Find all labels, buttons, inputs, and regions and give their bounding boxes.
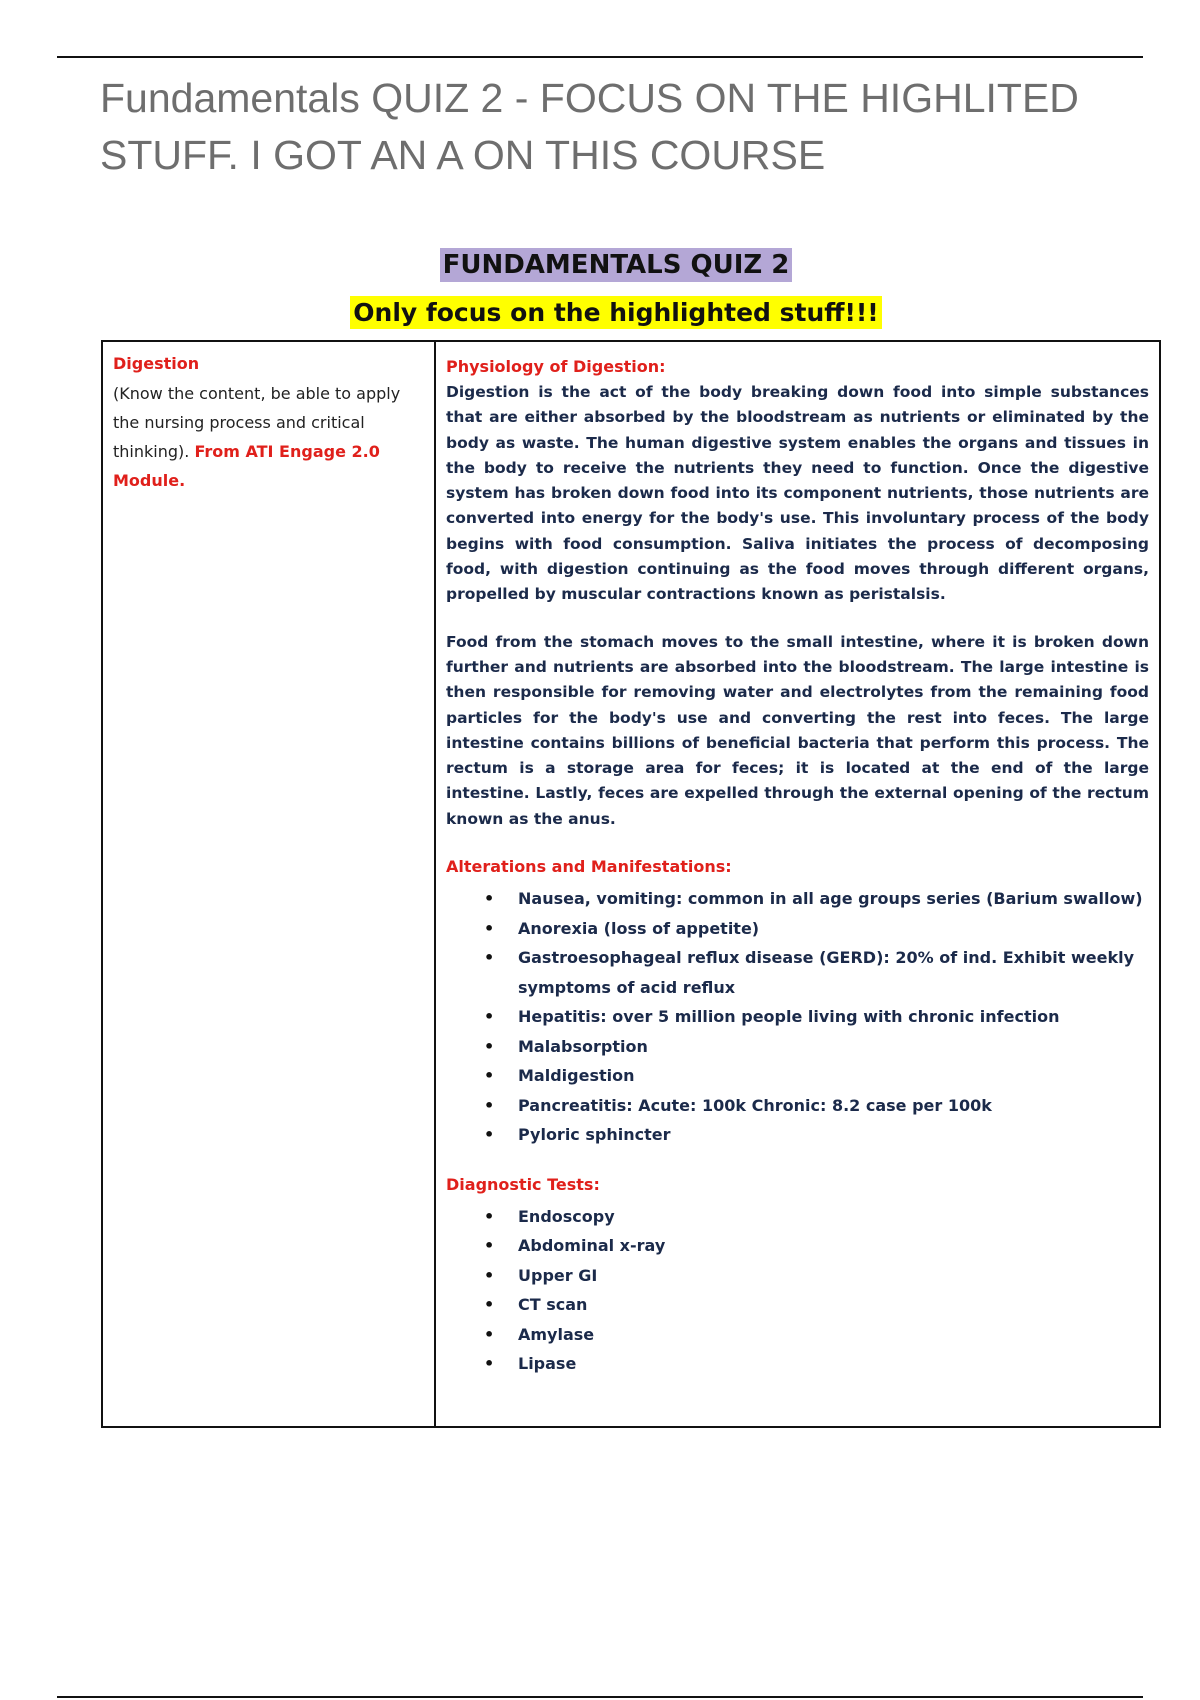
list-item: • Upper GI <box>518 1261 1149 1291</box>
topic-note-source: From ATI Engage 2.0 Module. <box>113 442 380 490</box>
physiology-heading: Physiology of Digestion: <box>446 357 666 376</box>
alterations-heading: Alterations and Manifestations: <box>446 857 732 877</box>
list-item: • Malabsorption <box>518 1032 1149 1062</box>
list-item: • Anorexia (loss of appetite) <box>518 914 1149 944</box>
list-item: • Amylase <box>518 1320 1149 1350</box>
bottom-divider <box>57 1696 1143 1698</box>
alterations-list <box>446 884 1149 1150</box>
physiology-paragraph-1: Digestion is the act of the body breaking down food into simple substances that are either absorbed by the bloodstream as nutrients or eliminated by the body as waste. The human digestive system enables the organs and tissues in the body to receive the nutrients they need to function. Once the digestive system has broken down food into its component nutrients, those nutrients are converted into energy for the body's use. This involuntary process of the body begins with food consumption. Saliva initiates the process of decomposing food, with digestion continuing as the food moves through different organs, propelled by muscular contractions known as peristalsis. <box>446 383 1149 604</box>
list-item: • Pancreatitis: Acute: 100k Chronic: 8.2 case per 100k <box>518 1091 1149 1121</box>
topic-column <box>103 342 436 1426</box>
diagnostic-heading: Diagnostic Tests: <box>446 1174 600 1194</box>
topic-title: Digestion <box>113 354 200 373</box>
content-table <box>101 340 1161 1428</box>
document-title: Fundamentals QUIZ 2 - FOCUS ON THE HIGHLITED STUFF. I GOT AN A ON THIS COURSE <box>100 75 1079 178</box>
quiz-subheading-text: Only focus on the highlighted stuff!!! <box>350 296 881 329</box>
topic-note-text: (Know the content, be able to apply the nursing process and critical thinking). <box>113 384 401 461</box>
content-column <box>436 342 1159 1426</box>
quiz-heading-text: FUNDAMENTALS QUIZ 2 <box>440 248 793 282</box>
list-item: • Nausea, vomiting: common in all age groups series (Barium swallow) <box>518 884 1149 914</box>
list-item: • Endoscopy <box>518 1202 1149 1232</box>
diagnostic-list <box>446 1202 1149 1379</box>
top-divider <box>57 56 1143 58</box>
list-item: • Abdominal x-ray <box>518 1231 1149 1261</box>
physiology-paragraph-2: Food from the stomach moves to the small intestine, where it is broken down further and nutrients are absorbed into the bloodstream. The large intestine is then responsible for removing water and electrolytes from the remaining food particles for the body's use and converting the rest into feces. The large intestine contains billions of beneficial bacteria that perform this process. The rectum is a storage area for feces; it is located at the end of the large intestine. Lastly, feces are expelled through the external opening of the rectum known as the anus. <box>446 632 1149 828</box>
list-item: • CT scan <box>518 1290 1149 1320</box>
quiz-heading <box>0 250 1200 280</box>
topic-note <box>113 379 424 495</box>
quiz-subheading <box>0 298 1200 327</box>
list-item: • Gastroesophageal reflux disease (GERD): 20% of ind. Exhibit weekly symptoms of acid reflux <box>518 943 1149 1002</box>
list-item: • Hepatitis: over 5 million people living with chronic infection <box>518 1002 1149 1032</box>
list-item: • Maldigestion <box>518 1061 1149 1091</box>
list-item: • Pyloric sphincter <box>518 1120 1149 1150</box>
list-item: • Lipase <box>518 1349 1149 1379</box>
